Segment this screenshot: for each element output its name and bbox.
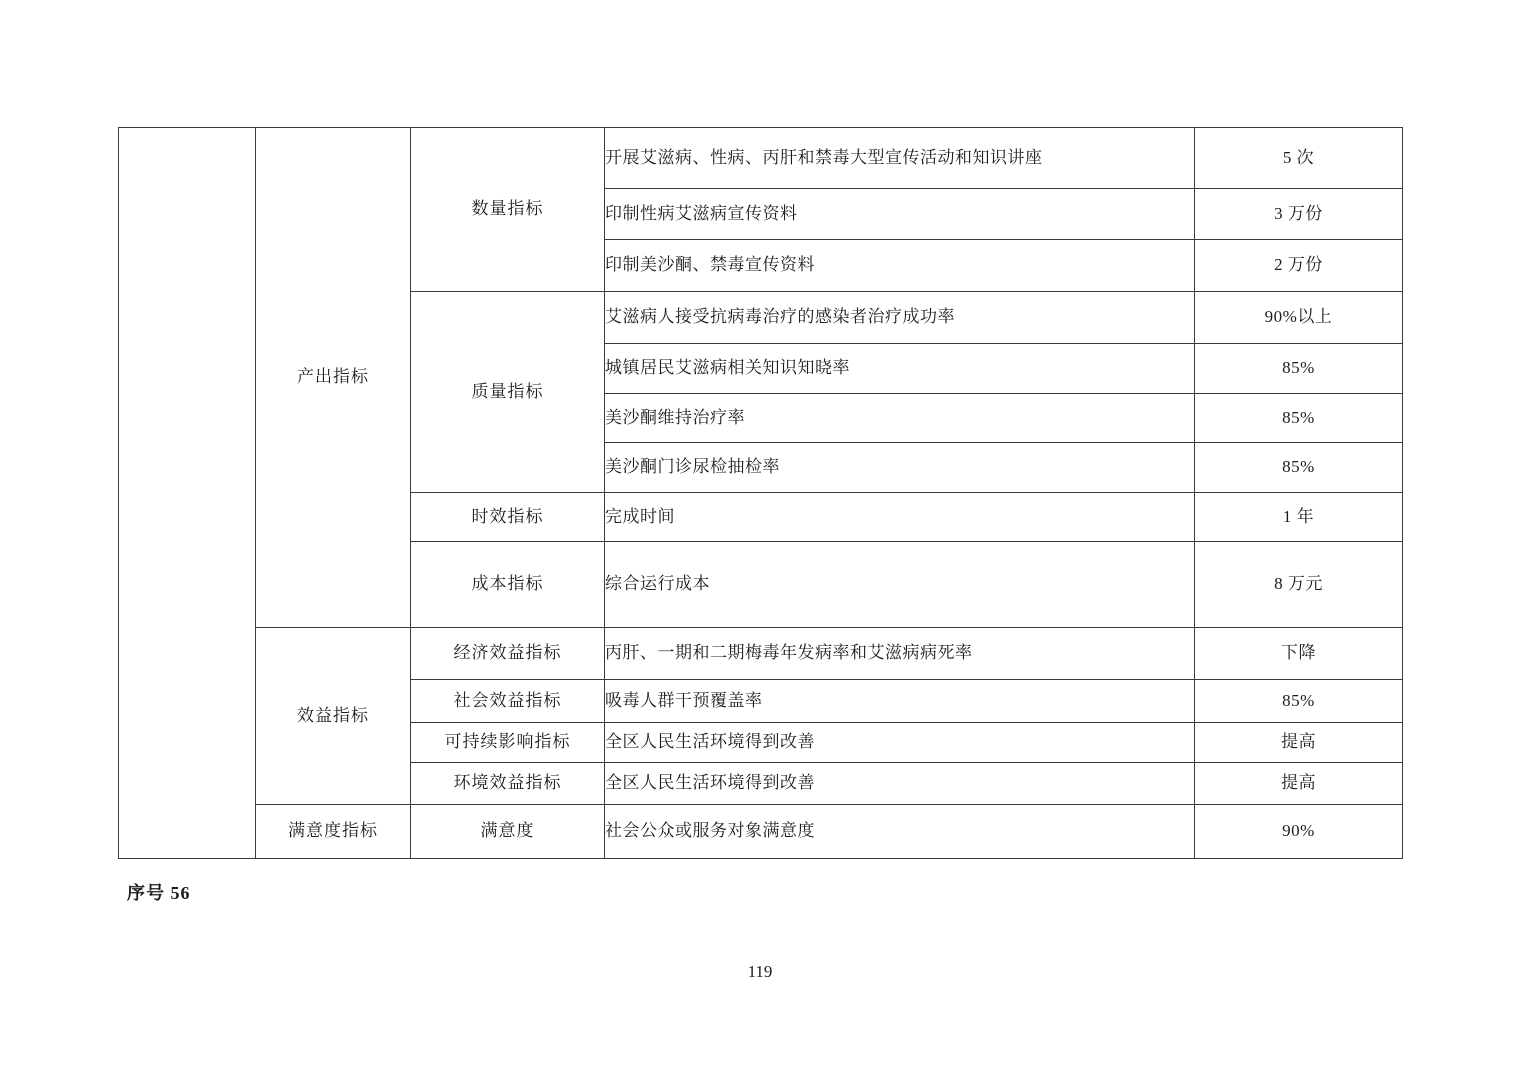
indicator-name-cell: 吸毒人群干预覆盖率	[605, 680, 1195, 723]
category-cell-output: 产出指标	[256, 128, 411, 628]
subcategory-cell-economic-benefit: 经济效益指标	[411, 628, 605, 680]
subcategory-cell-environmental-benefit: 环境效益指标	[411, 763, 605, 805]
indicator-target-cell: 8 万元	[1195, 542, 1403, 628]
indicator-target-cell: 1 年	[1195, 493, 1403, 542]
category-cell-satisfaction: 满意度指标	[256, 805, 411, 859]
indicator-name-cell: 美沙酮维持治疗率	[605, 394, 1195, 443]
performance-indicator-table	[118, 127, 1403, 859]
indicator-name-cell: 印制性病艾滋病宣传资料	[605, 189, 1195, 240]
indicator-name-cell: 综合运行成本	[605, 542, 1195, 628]
indicator-target-cell: 3 万份	[1195, 189, 1403, 240]
table-row	[119, 805, 1403, 859]
subcategory-cell-social-benefit: 社会效益指标	[411, 680, 605, 723]
indicator-target-cell: 85%	[1195, 680, 1403, 723]
serial-number-label: 序号 56	[127, 883, 191, 903]
table-row	[119, 128, 1403, 189]
indicator-name-cell: 开展艾滋病、性病、丙肝和禁毒大型宣传活动和知识讲座	[605, 128, 1195, 189]
indicator-target-cell: 85%	[1195, 443, 1403, 493]
indicator-target-cell: 提高	[1195, 723, 1403, 763]
category-cell-benefit: 效益指标	[256, 628, 411, 805]
indicator-name-cell: 丙肝、一期和二期梅毒年发病率和艾滋病病死率	[605, 628, 1195, 680]
indicator-name-cell: 艾滋病人接受抗病毒治疗的感染者治疗成功率	[605, 292, 1195, 344]
subcategory-cell-satisfaction: 满意度	[411, 805, 605, 859]
subcategory-cell-timeliness: 时效指标	[411, 493, 605, 542]
indicator-target-cell: 85%	[1195, 394, 1403, 443]
empty-spanner-cell	[119, 128, 256, 859]
indicator-target-cell: 提高	[1195, 763, 1403, 805]
indicator-name-cell: 美沙酮门诊尿检抽检率	[605, 443, 1195, 493]
indicator-name-cell: 印制美沙酮、禁毒宣传资料	[605, 240, 1195, 292]
indicator-target-cell: 90%	[1195, 805, 1403, 859]
indicator-name-cell: 社会公众或服务对象满意度	[605, 805, 1195, 859]
subcategory-cell-cost: 成本指标	[411, 542, 605, 628]
indicator-target-cell: 下降	[1195, 628, 1403, 680]
subcategory-cell-quality: 质量指标	[411, 292, 605, 493]
table-row	[119, 628, 1403, 680]
page-number: 119	[747, 962, 773, 981]
indicator-name-cell: 完成时间	[605, 493, 1195, 542]
indicator-name-cell: 城镇居民艾滋病相关知识知晓率	[605, 344, 1195, 394]
indicator-target-cell: 90%以上	[1195, 292, 1403, 344]
indicator-target-cell: 85%	[1195, 344, 1403, 394]
indicator-name-cell: 全区人民生活环境得到改善	[605, 723, 1195, 763]
subcategory-cell-sustainable-impact: 可持续影响指标	[411, 723, 605, 763]
indicator-target-cell: 5 次	[1195, 128, 1403, 189]
indicator-name-cell: 全区人民生活环境得到改善	[605, 763, 1195, 805]
indicator-target-cell: 2 万份	[1195, 240, 1403, 292]
subcategory-cell-quantity: 数量指标	[411, 128, 605, 292]
